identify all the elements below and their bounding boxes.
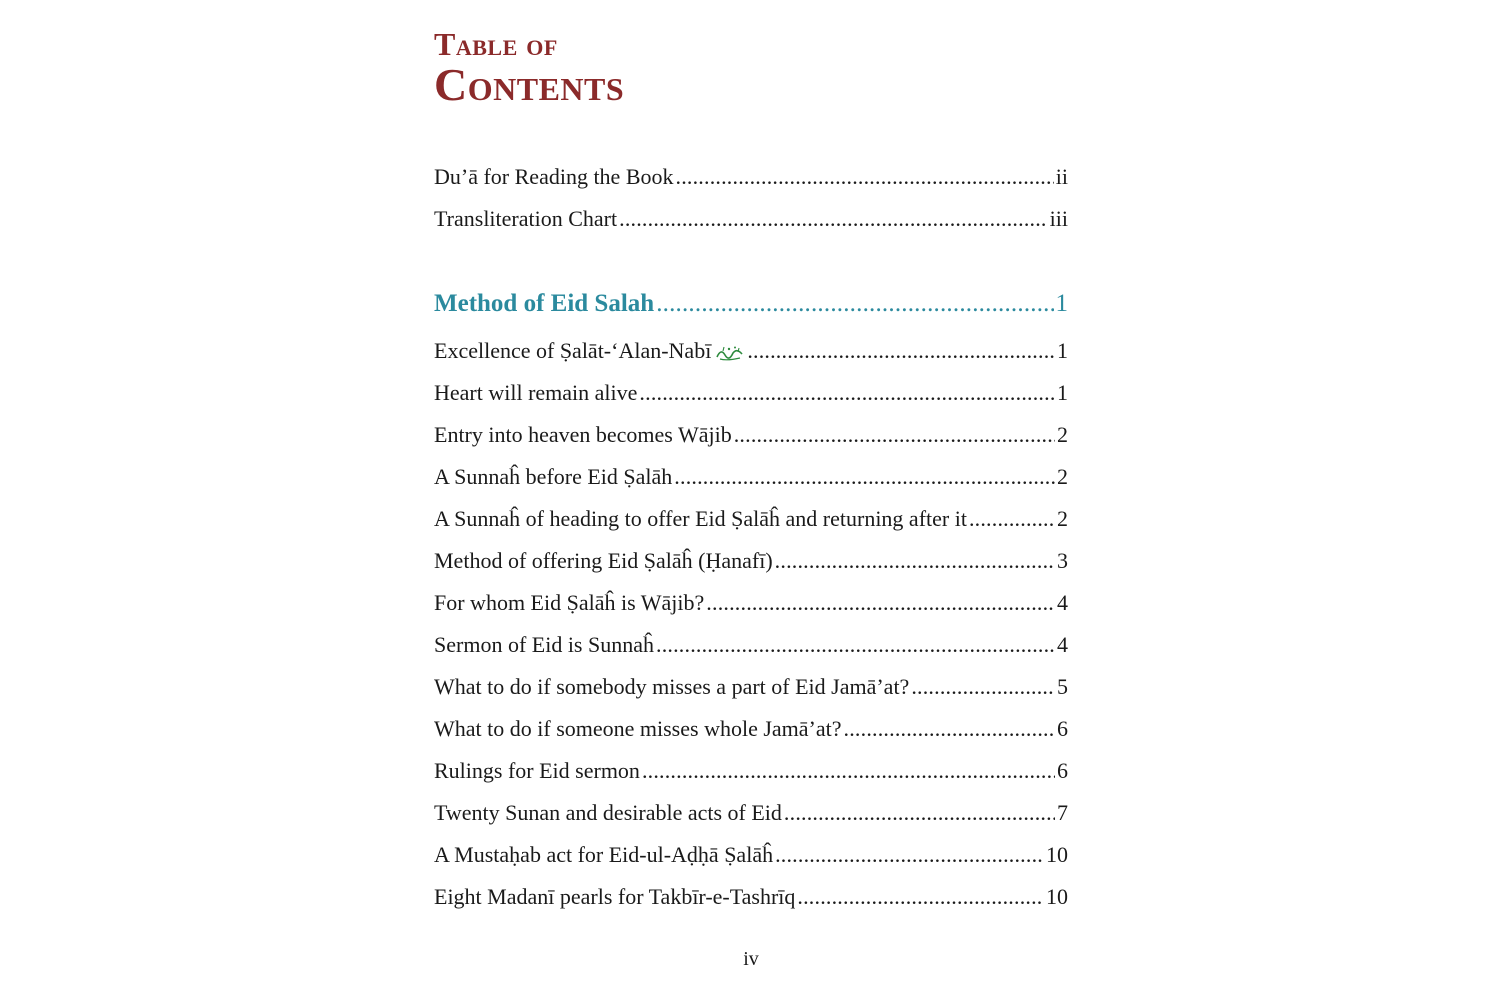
page-title [434, 28, 624, 108]
toc-entry-page: 2 [1057, 506, 1068, 531]
salawat-calligraphy-icon [715, 344, 745, 362]
toc-entry-label: Excellence of Ṣalāt-‘Alan-Nabī [434, 338, 745, 364]
toc-entry-label: Eight Madanī pearls for Takbīr-e-Tashrīq [434, 884, 796, 909]
toc-entry-page: 2 [1057, 464, 1068, 489]
toc-entry-label: Heart will remain alive [434, 380, 638, 405]
toc-entry[interactable] [434, 716, 1068, 742]
dot-leader [911, 674, 1055, 700]
toc-entry-page: 5 [1057, 674, 1068, 699]
dot-leader [676, 164, 1054, 190]
toc-entry-label: Method of offering Eid Ṣalāĥ (Ḥanafī) [434, 548, 773, 573]
toc-entry[interactable] [434, 338, 1068, 364]
toc-entry[interactable] [434, 464, 1068, 490]
toc-section-label: Method of Eid Salah [434, 290, 655, 317]
toc-entry-page: 3 [1057, 548, 1068, 573]
toc-entry-label: Transliteration Chart [434, 206, 618, 231]
toc-entry-dua[interactable] [434, 164, 1068, 190]
dot-leader [734, 422, 1055, 448]
toc-entry-label: What to do if somebody misses a part of Eid Jamā’at? [434, 674, 910, 699]
toc-entry[interactable] [434, 506, 1068, 532]
dot-leader [642, 758, 1055, 784]
toc-page [434, 0, 1068, 1000]
dot-leader [784, 800, 1055, 826]
dot-leader [797, 884, 1044, 910]
toc-entry-page: ii [1055, 164, 1068, 189]
dot-leader [639, 380, 1055, 406]
dot-leader [656, 291, 1053, 317]
toc-entry-page: 1 [1057, 380, 1068, 405]
toc-entry[interactable] [434, 632, 1068, 658]
toc-entry-label: Rulings for Eid sermon [434, 758, 640, 783]
dot-leader [747, 338, 1055, 364]
dot-leader [674, 464, 1055, 490]
toc-entry-label: A Sunnaĥ before Eid Ṣalāh [434, 464, 673, 489]
dot-leader [619, 206, 1048, 232]
page-title-line1: Table of [434, 26, 558, 62]
toc-entry-page: iii [1049, 206, 1068, 231]
toc-entry-label: For whom Eid Ṣalāĥ is Wājib? [434, 590, 705, 615]
toc-entry-label: A Mustaḥab act for Eid-ul-Aḍḥā Ṣalāĥ [434, 842, 774, 867]
toc-entry[interactable] [434, 884, 1068, 910]
toc-entry-label: Entry into heaven becomes Wājib [434, 422, 732, 447]
toc-entry-label: A Sunnaĥ of heading to offer Eid Ṣalāĥ and returning after it [434, 506, 967, 531]
toc-entry-page: 1 [1057, 338, 1068, 363]
dot-leader [775, 842, 1044, 868]
dot-leader [706, 590, 1055, 616]
toc-entry-label: What to do if someone misses whole Jamā’at? [434, 716, 842, 741]
toc-entry-page: 7 [1057, 800, 1068, 825]
page-title-line2: Contents [434, 59, 625, 110]
toc-entry[interactable] [434, 842, 1068, 868]
dot-leader [656, 632, 1055, 658]
toc-entry-label: Sermon of Eid is Sunnaĥ [434, 632, 654, 657]
dot-leader [775, 548, 1055, 574]
toc-section-heading[interactable] [434, 291, 1068, 317]
toc-entry-page: 6 [1057, 758, 1068, 783]
toc-entry-label: Twenty Sunan and desirable acts of Eid [434, 800, 782, 825]
page-number: iv [743, 948, 759, 970]
toc-entry-page: 4 [1057, 590, 1068, 615]
toc-entry[interactable] [434, 548, 1068, 574]
toc-entry[interactable] [434, 758, 1068, 784]
toc-entry-page: 4 [1057, 632, 1068, 657]
toc-section-page: 1 [1055, 290, 1068, 317]
toc-entry-page: 10 [1046, 842, 1068, 867]
toc-entry[interactable] [434, 800, 1068, 826]
toc-entry-transliteration-chart[interactable] [434, 206, 1068, 232]
dot-leader [844, 716, 1055, 742]
toc-entry[interactable] [434, 590, 1068, 616]
toc-entry-page: 10 [1046, 884, 1068, 909]
toc-entry-page: 6 [1057, 716, 1068, 741]
toc-entry-label: Du’ā for Reading the Book [434, 164, 674, 189]
toc-entry[interactable] [434, 422, 1068, 448]
dot-leader [969, 506, 1055, 532]
toc-entry-page: 2 [1057, 422, 1068, 447]
toc-entry[interactable] [434, 674, 1068, 700]
toc-entry[interactable] [434, 380, 1068, 406]
